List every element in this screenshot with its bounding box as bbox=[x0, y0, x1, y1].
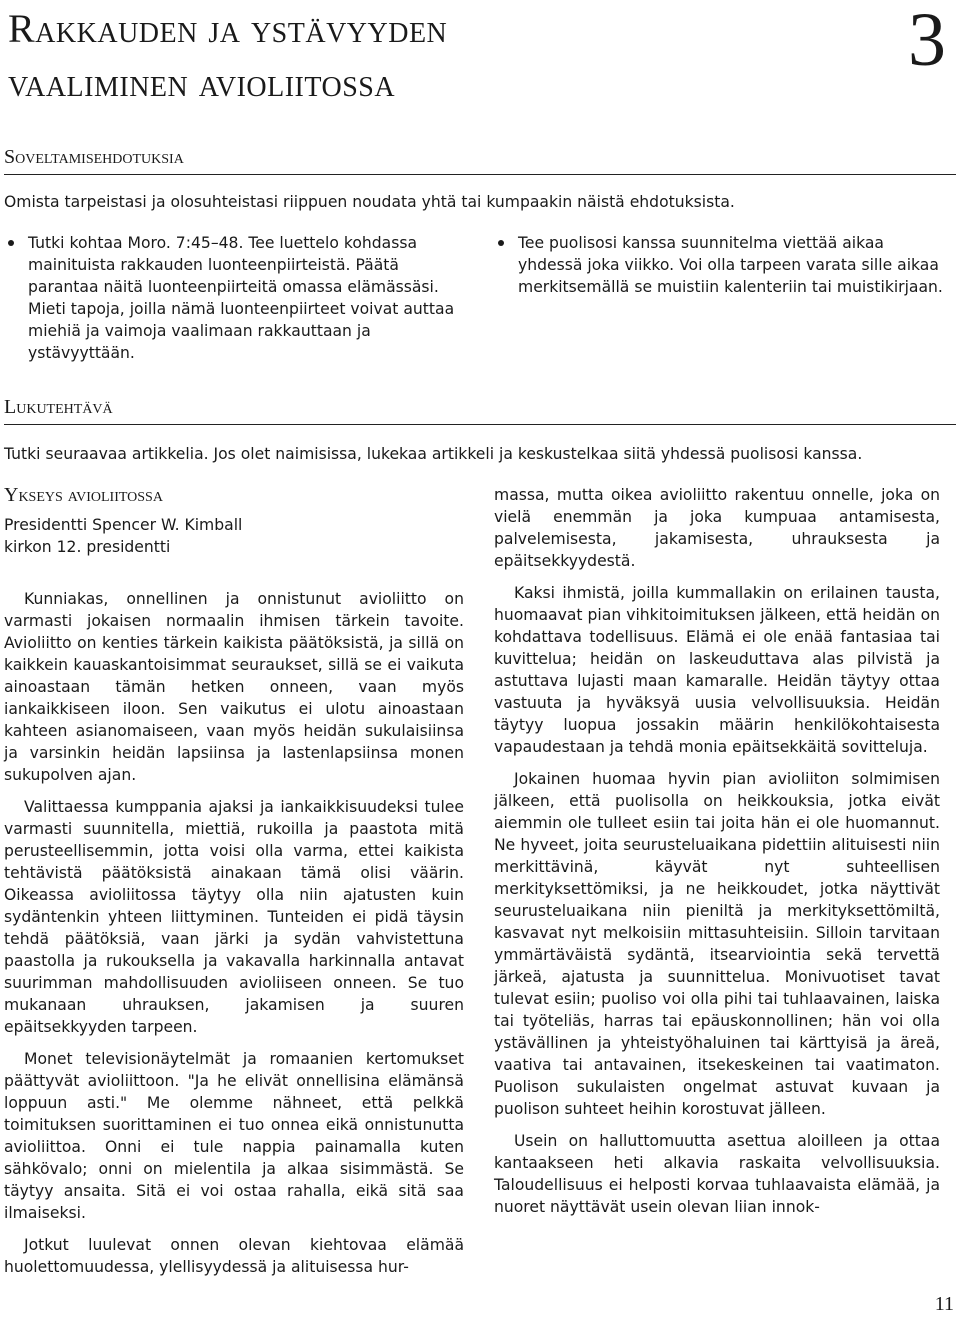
article-paragraph: Usein on halluttomuutta asettua aloilleen ja ottaa kantaakseen heti alkavia raskaita velvollisuuksia. Taloudellisuus ei helposti korvaa tuhlaavaista elämää, ja nuoret näyttävät usein olevan liian innok- bbox=[494, 1132, 940, 1216]
author-title: kirkon 12. presidentti bbox=[4, 538, 171, 556]
author-name: Presidentti Spencer W. Kimball bbox=[4, 516, 243, 534]
article-byline bbox=[4, 514, 464, 558]
suggestions-list-right bbox=[494, 232, 946, 298]
article-paragraph: Kunniakas, onnellinen ja onnistunut avioliitto on varmasti jokaisen normaalin ihmisen tärkein tavoite. Avioliitto on kenties tärkein kaikista päätöksistä, ja sillä on kaikkein kauaskantoisimmat seuraukset, sillä se ei vaikuta ainoastaan tämän hetken onneen, vaan myös iankaikkiseen iloon. Sen vaikutus ei ulotu ainoastaan kahteen asianomaiseen, vaan myös heidän sukulaisiinsa ja varsinkin heidän lapsiinsa ja lastenlapsiinsa monen sukupolven ajan. bbox=[4, 590, 464, 784]
page-number: 11 bbox=[934, 1293, 954, 1315]
reading-intro: Tutki seuraavaa artikkelia. Jos olet naimisissa, lukekaa artikkeli ja keskustelkaa siitä yhdessä puolisosi kanssa. bbox=[4, 445, 863, 463]
article-paragraph: Valittaessa kumppania ajaksi ja iankaikkisuudeksi tulee varmasti suunnitella, miettiä, rukoilla ja paastota mitä perusteellisemmin, jotta voisi olla varma, ettei kaikista tehtävistä päätöksistä ainakaan tämä olisi väärin. Oikeassa avioliitossa täytyy olla niin ajatusten kuin sydäntenkin yhteen liittyminen. Tunteiden ei pidä täysin tehdä päätöksiä, vaan järki ja sydän vahvistettuna paastolla ja rukouksella ja vakavalla harkinnalla antavat suurimman mahdollisuuden avioliiseen onneen. Se tuo mukanaan uhrauksen, jakamisen ja suuren epäitsekkyyden tarpeen. bbox=[4, 798, 464, 1036]
suggestions-intro: Omista tarpeistasi ja olosuhteistasi riippuen noudata yhtä tai kumpaakin näistä ehdotuksista. bbox=[4, 193, 735, 211]
article-paragraph: Jokainen huomaa hyvin pian avioliiton solmimisen jälkeen, että puolisolla on heikkouksia, jotka eivät aiemmin ole tulleet esiin tai joita hän ei ole huomannut. Ne hyveet, joita seurusteluaikana pidettiin alituisesti niin merkittävinä, käyvät nyt suhteellisen merkityksettömiksi, ja ne heikkoudet, jotka näyttivät seurusteluaikana niin pieniltä ja merkityksettömiltä, kasvavat nyt melkoisiin mittasuhteisiin. Silloin tarvitaan ymmärtäväistä sydäntä, itsearviointia sekä tervettä järkeä, ajatusta ja suunnittelua. Monivuotiset tavat tulevat esiin; puoliso voi olla pihi tai tuhlaavainen, laiska tai työteliäs, harras tai epäuskonnollinen; hän voi olla ystävällinen ja yhteistyöhaluinen tai kärttyisä ja äreä, vaativa tai antavainen, itsekeskeinen tai vaatimaton. Puolison sukulaisten ongelmat astuvat kuvaan ja puolison suhteet heihin korostuvat jälleen. bbox=[494, 770, 940, 1118]
suggestion-item bbox=[494, 232, 946, 298]
suggestions-list-left bbox=[4, 232, 470, 364]
article-paragraph: Jotkut luulevat onnen olevan kiehtovaa elämää huolettomuudessa, ylellisyydessä ja alituisessa hur- bbox=[4, 1236, 464, 1276]
bullet-icon bbox=[8, 240, 14, 246]
chapter-title bbox=[8, 2, 447, 110]
article-left-column bbox=[4, 484, 464, 1288]
chapter-number: 3 bbox=[908, 0, 946, 82]
article-paragraph: massa, mutta oikea avioliitto rakentuu onnelle, joka on vielä enemmän ja joka kumpuaa antamisesta, palvelemisesta, jakamisesta, uhrauksesta ja epäitsekkyydestä. bbox=[494, 486, 940, 570]
suggestions-heading: Soveltamisehdotuksia bbox=[4, 146, 956, 175]
suggestion-text: Tee puolisosi kanssa suunnitelma viettää aikaa yhdessä joka viikko. Voi olla tarpeen varata sille aikaa merkitsemällä se muistiin kalenteriin tai muistikirjaan. bbox=[518, 234, 943, 296]
article-paragraph: Kaksi ihmistä, joilla kummallakin on erilainen tausta, huomaavat pian vihkitoimituksen jälkeen, että heidän on kohdattava todellisuus. Elämä ei ole enää fantasiaa tai kuvittelua; heidän on laskeuduttava alas pilvistä ja astuttava lujasti maan kamaralle. Heidän täytyy ottaa vastuuta ja hyväksyä uusia velvollisuuksia. Heidän täytyy luopua jossakin määrin henkilökohtaisesta vapaudestaan ja tehdä monia epäitsekkäitä sovitteluja. bbox=[494, 584, 940, 756]
article-title: Ykseys avioliitossa bbox=[4, 484, 163, 506]
chapter-title-line1: Rakkauden ja ystävyyden bbox=[8, 6, 448, 51]
article-right-column bbox=[494, 484, 940, 1228]
reading-heading: Lukutehtävä bbox=[4, 396, 956, 425]
article-paragraph: Monet televisionäytelmät ja romaanien kertomukset päättyvät avioliittoon. "Ja he elivät onnellisina elämänsä loppuun asti." Me olemme nähneet, että pelkkä toimituksen suorittaminen ei tuo onnea eikä onnistunutta avioliittoa. Onni ei tule nappia painamalla kuten sähkövalo; onni on mielentila ja alkaa sisimmästä. Se täytyy ansaita. Sitä ei voi ostaa rahalla, eikä sitä saa ilmaiseksi. bbox=[4, 1050, 464, 1222]
suggestion-item bbox=[4, 232, 470, 364]
bullet-icon bbox=[498, 240, 504, 246]
chapter-title-line2: vaaliminen avioliitossa bbox=[8, 60, 396, 105]
suggestion-text: Tutki kohtaa Moro. 7:45–48. Tee luettelo kohdassa mainituista rakkauden luonteenpiirteistä. Päätä parantaa näitä luonteenpiirteitä omassa elämässäsi. Mieti tapoja, joilla nämä luonteenpiirteet voivat auttaa miehiä ja vaimoja vaalimaan rakkauttaan ja ystävyyttään. bbox=[28, 234, 455, 362]
